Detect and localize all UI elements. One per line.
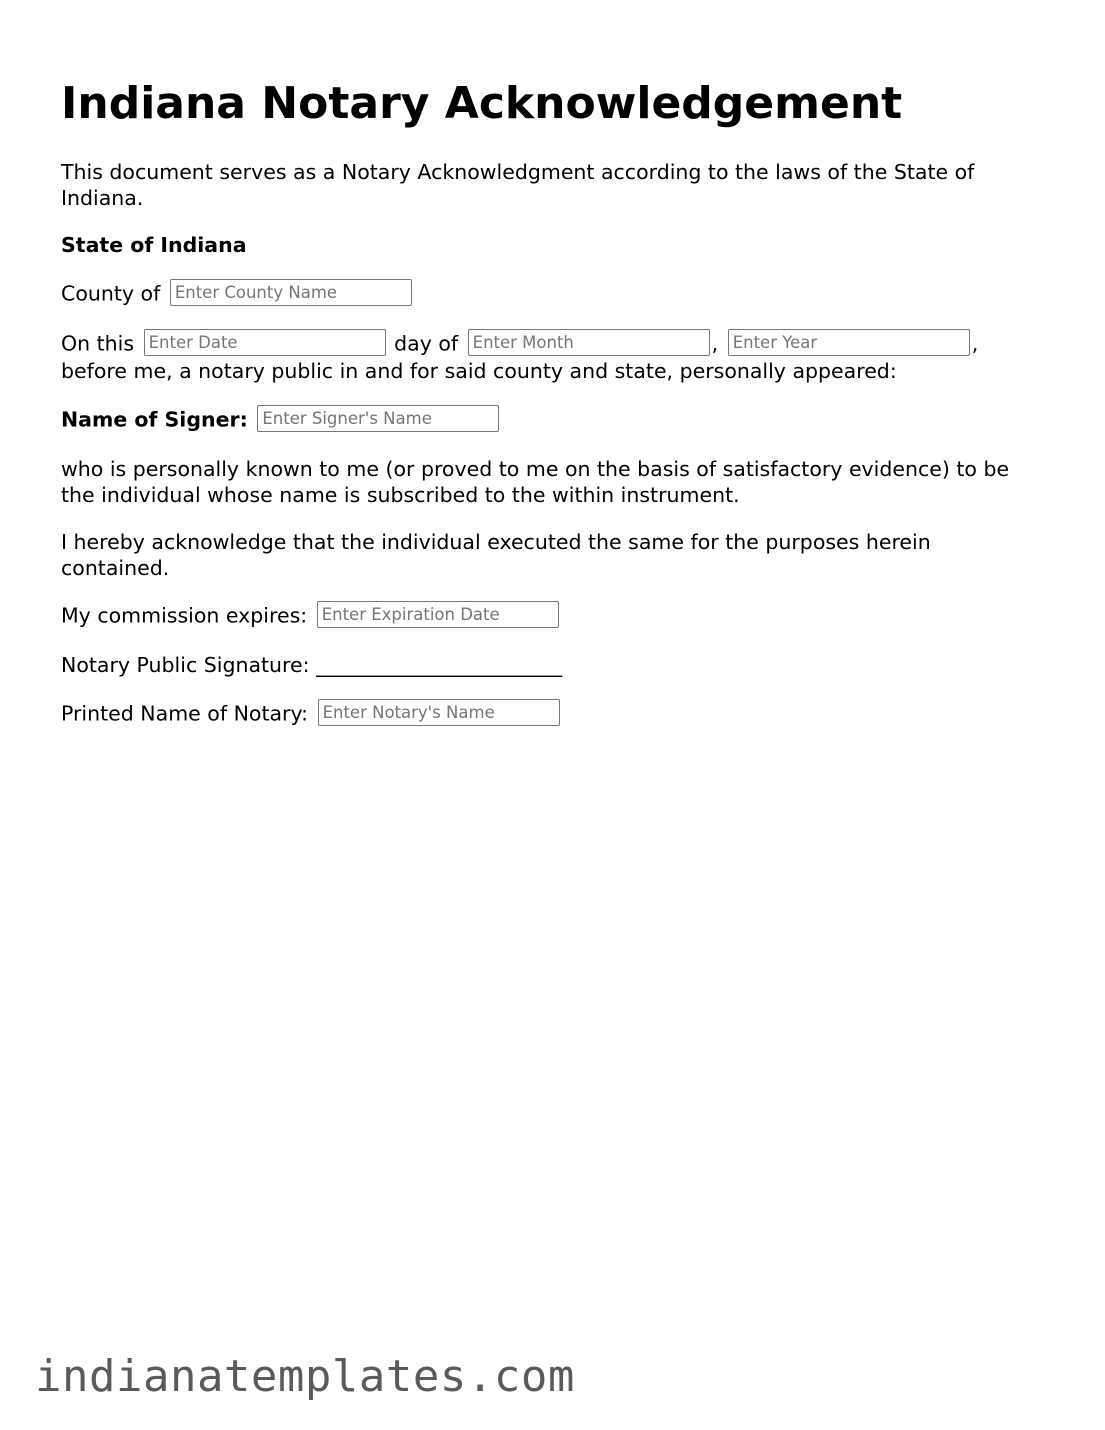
signature-label: Notary Public Signature: <box>61 653 310 677</box>
signer-name-input[interactable] <box>257 405 499 432</box>
year-input[interactable] <box>728 329 970 356</box>
known-statement: who is personally known to me (or proved to me on the basis of satisfactory evidence) to be the individual whose name is subscribed to the within instrument. <box>61 457 1010 507</box>
state-heading: State of Indiana <box>61 233 247 257</box>
signature-row <box>61 653 562 678</box>
intro-paragraph: This document serves as a Notary Acknowledgment according to the laws of the State of Indiana. <box>61 160 975 210</box>
county-input[interactable] <box>170 279 412 306</box>
county-row <box>61 281 414 308</box>
date-input[interactable] <box>144 329 386 356</box>
comma-separator: , <box>971 331 979 356</box>
site-watermark: indianatemplates.com <box>35 1351 575 1402</box>
page-title: Indiana Notary Acknowledgement <box>61 78 903 129</box>
printed-name-label: Printed Name of Notary: <box>61 701 309 726</box>
month-input[interactable] <box>468 329 710 356</box>
expiration-date-input[interactable] <box>317 601 559 628</box>
signature-line[interactable]: ________________________ <box>316 653 563 677</box>
date-continuation: before me, a notary public in and for said county and state, personally appeared: <box>61 359 897 383</box>
date-prefix: On this <box>61 331 135 356</box>
signer-row <box>61 407 501 434</box>
comma-separator: , <box>711 331 719 356</box>
commission-row <box>61 603 561 630</box>
county-label: County of <box>61 281 161 306</box>
commission-label: My commission expires: <box>61 603 308 628</box>
acknowledge-statement: I hereby acknowledge that the individual executed the same for the purposes herein contained. <box>61 530 931 580</box>
day-of-label: day of <box>394 331 459 356</box>
notary-name-input[interactable] <box>318 699 560 726</box>
date-row <box>61 331 978 358</box>
signer-label: Name of Signer: <box>61 407 248 432</box>
printed-name-row <box>61 701 562 728</box>
